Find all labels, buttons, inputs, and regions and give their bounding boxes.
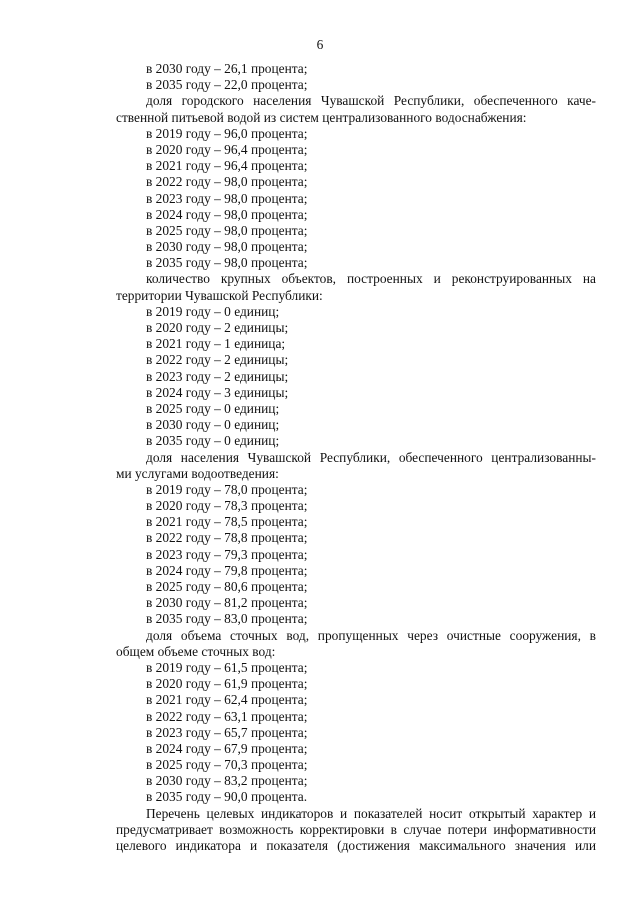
list-item: в 2019 году – 61,5 процента;	[146, 659, 308, 675]
wastewater-list	[116, 660, 596, 806]
list-item: в 2025 году – 0 единиц;	[146, 400, 280, 416]
list-item: в 2024 году – 3 единицы;	[146, 384, 289, 400]
urban-water-list	[116, 126, 596, 272]
list-item: в 2023 году – 79,3 процента;	[146, 546, 308, 562]
list-item: в 2024 году – 98,0 процента;	[146, 206, 308, 222]
list-item: в 2021 году – 78,5 процента;	[146, 514, 308, 530]
paragraph-line: предусматривает возможность корректировки в случае потери информативности	[116, 821, 596, 837]
list-item: в 2020 году – 96,4 процента;	[146, 141, 308, 157]
list-item: в 2022 году – 2 единицы;	[146, 352, 289, 368]
list-item: в 2022 году – 78,8 процента;	[146, 530, 308, 546]
paragraph-line: ственной питьевой водой из систем централизованного водоснабжения:	[116, 109, 527, 125]
paragraph-line: количество крупных объектов, построенных и реконструированных на	[146, 271, 596, 287]
list-item: в 2019 году – 96,0 процента;	[146, 125, 308, 141]
list-item: в 2030 году – 98,0 процента;	[146, 239, 308, 255]
list-item: в 2022 году – 63,1 процента;	[146, 708, 308, 724]
list-item: в 2025 году – 98,0 процента;	[146, 222, 308, 238]
paragraph-line: целевого индикатора и показателя (достижения максимального значения или	[116, 838, 596, 853]
list-item: в 2019 году – 0 единиц;	[146, 303, 280, 319]
paragraph-line: территории Чувашской Республики:	[116, 287, 323, 303]
paragraph-line: доля населения Чувашской Республики, обеспеченного централизованны-	[146, 449, 596, 465]
list-item: в 2023 году – 65,7 процента;	[146, 724, 308, 740]
paragraph-line: ми услугами водоотведения:	[116, 465, 279, 481]
list-item: в 2035 году – 22,0 процента;	[146, 77, 308, 93]
paragraph-line: доля объема сточных вод, пропущенных через очистные сооружения, в	[146, 627, 596, 643]
list-item: в 2020 году – 2 единицы;	[146, 320, 289, 335]
list-item: в 2020 году – 61,9 процента;	[146, 676, 308, 692]
list-item: в 2021 году – 96,4 процента;	[146, 158, 308, 174]
objects-list	[116, 304, 596, 450]
paragraph-line: общем объеме сточных вод:	[116, 643, 276, 659]
list-item: в 2030 году – 81,2 процента;	[146, 595, 308, 611]
paragraph-line: доля городского населения Чувашской Республики, обеспеченного каче-	[146, 93, 596, 109]
list-item: в 2024 году – 79,8 процента;	[146, 562, 308, 578]
list-item: в 2021 году – 62,4 процента;	[146, 692, 308, 708]
list-item: в 2021 году – 1 единица;	[146, 336, 286, 352]
page-number: 6	[316, 37, 324, 52]
paragraph-line: Перечень целевых индикаторов и показателей носит открытый характер и	[146, 805, 596, 821]
list-item: в 2022 году – 98,0 процента;	[146, 174, 308, 190]
sewerage-list	[116, 482, 596, 628]
list-item: в 2035 году – 98,0 процента;	[146, 255, 308, 271]
list-item: в 2025 году – 80,6 процента;	[146, 579, 308, 594]
list-item: в 2035 году – 90,0 процента.	[146, 789, 308, 805]
list-item: в 2019 году – 78,0 процента;	[146, 481, 308, 497]
list-item: в 2035 году – 83,0 процента;	[146, 611, 308, 627]
list-item: в 2030 году – 26,1 процента;	[146, 61, 308, 76]
list-item: в 2035 году – 0 единиц;	[146, 433, 280, 449]
list-item: в 2024 году – 67,9 процента;	[146, 740, 308, 756]
list-item: в 2030 году – 83,2 процента;	[146, 773, 308, 789]
list-item: в 2023 году – 98,0 процента;	[146, 190, 308, 206]
list-item: в 2020 году – 78,3 процента;	[146, 498, 308, 514]
list-item: в 2030 году – 0 единиц;	[146, 417, 280, 433]
page-content	[116, 61, 596, 854]
list-item: в 2025 году – 70,3 процента;	[146, 757, 308, 773]
list-item: в 2023 году – 2 единицы;	[146, 368, 289, 384]
